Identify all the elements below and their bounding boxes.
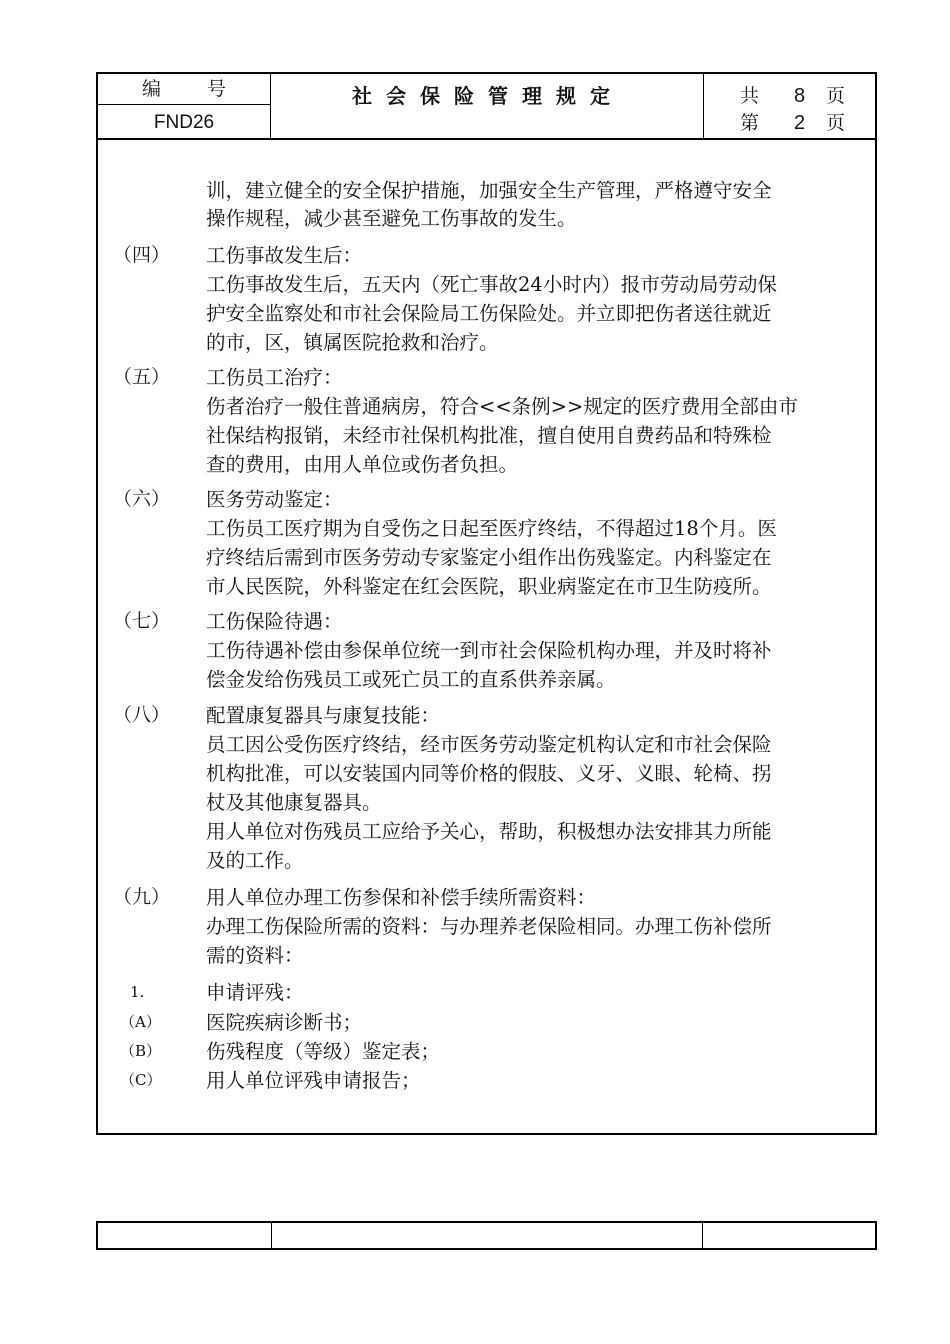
total-value: 8: [794, 85, 806, 107]
body-text-line: 疗终结后需到市医务劳动专家鉴定小组作出伤残鉴定。内科鉴定在: [206, 546, 772, 569]
total-pages: [740, 82, 846, 110]
body-text-line: 护安全监察处和市社会保险局工伤保险处。并立即把伤者送往就近: [206, 302, 772, 325]
page-value: 2: [794, 112, 806, 134]
body-text-line: 工伤员工医疗期为自受伤之日起至医疗终结，不得超过18个月。医: [206, 517, 777, 540]
body-text-line: 用人单位办理工伤参保和补偿手续所需资料：: [206, 886, 597, 909]
body-text-line: 伤残程度（等级）鉴定表；: [206, 1040, 441, 1063]
footer-left-cell: [98, 1223, 272, 1248]
body-text-line: 医务劳动鉴定：: [206, 488, 343, 511]
code-label: [98, 74, 270, 105]
body-text-line: 工伤员工治疗：: [206, 366, 343, 389]
body-text-line: 偿金发给伤残员工或死亡员工的直系供养亲属。: [206, 668, 616, 691]
page-info-cell: [703, 74, 875, 138]
item-marker: （C）: [120, 1071, 162, 1089]
document-code: FND26: [153, 112, 215, 133]
body-text-line: 工伤待遇补偿由参保单位统一到市社会保险机构办理，并及时将补: [206, 639, 772, 662]
body-text-line: 工伤事故发生后：: [206, 244, 363, 267]
document-header: [96, 72, 877, 140]
item-marker: 1.: [130, 983, 145, 1001]
body-text-line: 操作规程，减少甚至避免工伤事故的发生。: [206, 207, 577, 230]
body-text-line: 社保结构报销，未经市社保机构批准，擅自使用自费药品和特殊检: [206, 424, 772, 447]
item-marker: （六）: [113, 488, 171, 510]
current-page: [740, 109, 846, 137]
item-marker: （A）: [120, 1013, 161, 1031]
body-text-line: 机构批准，可以安装国内同等价格的假肢、义牙、义眼、轮椅、拐: [206, 762, 772, 785]
item-marker: （九）: [113, 886, 171, 908]
page-label: 第: [740, 112, 760, 134]
body-text-line: 配置康复器具与康复技能：: [206, 704, 441, 727]
body-text-line: 员工因公受伤医疗终结，经市医务劳动鉴定机构认定和市社会保险: [206, 733, 772, 756]
body-text-line: 办理工伤保险所需的资料：与办理养老保险相同。办理工伤补偿所: [206, 915, 772, 938]
body-text-line: 训，建立健全的安全保护措施，加强安全生产管理，严格遵守安全: [206, 179, 772, 202]
document-title: 社会保险管理规定: [352, 84, 624, 108]
body-text-line: 医院疾病诊断书；: [206, 1011, 363, 1034]
body-text-line: 用人单位对伤残员工应给予关心，帮助，积极想办法安排其力所能: [206, 820, 772, 843]
page-unit: 页: [826, 112, 846, 134]
body-text-line: 工伤保险待遇：: [206, 610, 343, 633]
body-text-line: 的市，区，镇属医院抢救和治疗。: [206, 331, 499, 354]
body-text-line: 工伤事故发生后，五天内（死亡事故24小时内）报市劳动局劳动保: [206, 273, 777, 296]
item-marker: （五）: [113, 366, 171, 388]
item-marker: （四）: [113, 244, 171, 266]
item-marker: （B）: [120, 1042, 162, 1060]
body-text-line: 申请评残：: [206, 981, 304, 1004]
document-body: [96, 138, 877, 1135]
body-text-line: 需的资料：: [206, 944, 304, 967]
item-marker: （七）: [113, 610, 171, 632]
body-text-line: 市人民医院，外科鉴定在红会医院，职业病鉴定在市卫生防疫所。: [206, 575, 772, 598]
total-unit: 页: [826, 85, 846, 107]
code-label-char-1: 编: [142, 78, 162, 100]
body-text-line: 查的费用，由用人单位或伤者负担。: [206, 453, 519, 476]
footer-right-cell: [702, 1223, 875, 1248]
code-label-char-2: 号: [207, 78, 227, 100]
item-marker: （八）: [113, 704, 171, 726]
body-text-line: 杖及其他康复器具。: [206, 791, 382, 814]
total-label: 共: [740, 85, 760, 107]
code-cell: [98, 74, 271, 138]
document-footer: [96, 1221, 877, 1250]
body-text-line: 伤者治疗一般住普通病房，符合<<条例>>规定的医疗费用全部由市: [206, 395, 798, 418]
body-text-line: 及的工作。: [206, 849, 304, 872]
body-text-line: 用人单位评残申请报告；: [206, 1069, 421, 1092]
